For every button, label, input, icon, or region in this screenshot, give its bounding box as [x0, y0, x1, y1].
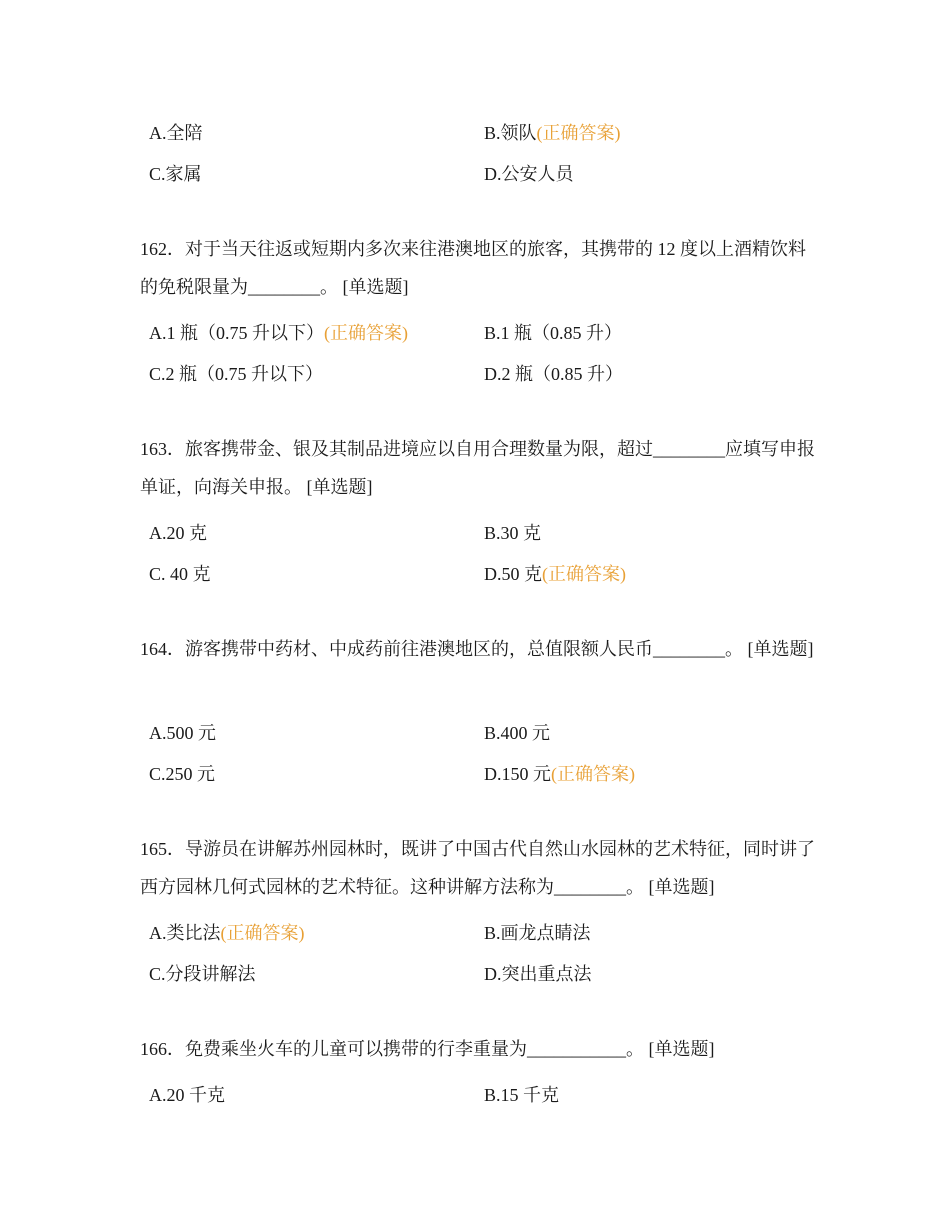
q161-option-c: C.家属: [149, 164, 202, 184]
q162-option-a: A.1 瓶（0.75 升以下）(正确答案): [149, 323, 408, 343]
q164-option-b: B.400 元: [484, 723, 551, 743]
q162-option-d: D.2 瓶（0.85 升）: [484, 364, 623, 384]
q164-option-a: A.500 元: [149, 723, 216, 743]
q162-option-b: B.1 瓶（0.85 升）: [484, 323, 623, 343]
q161-option-d: D.公安人员: [484, 164, 574, 184]
q165-option-d: D.突出重点法: [484, 964, 592, 984]
question-162: 162．对于当天往返或短期内多次来往港澳地区的旅客，其携带的 12 度以上酒精饮料的免税限量为________。 [单选题]: [140, 239, 806, 297]
q163-option-d: D.50 克(正确答案): [484, 564, 626, 584]
question-166: 166．免费乘坐火车的儿童可以携带的行李重量为___________。 [单选题]: [140, 1039, 715, 1059]
q165-option-a: A.类比法(正确答案): [149, 923, 305, 943]
correct-answer-tag: (正确答案): [551, 764, 635, 784]
q161-option-b: B.领队(正确答案): [484, 123, 621, 143]
q161-option-a: A.全陪: [149, 123, 203, 143]
q163-option-a: A.20 克: [149, 523, 207, 543]
question-163: 163．旅客携带金、银及其制品进境应以自用合理数量为限，超过________应填写申报单证，向海关申报。 [单选题]: [140, 439, 815, 497]
q165-option-c: C.分段讲解法: [149, 964, 256, 984]
question-164: 164．游客携带中药材、中成药前往港澳地区的，总值限额人民币________。 [单选题]: [140, 639, 814, 659]
q166-option-a: A.20 千克: [149, 1085, 225, 1105]
q164-option-d: D.150 元(正确答案): [484, 764, 635, 784]
q166-option-b: B.15 千克: [484, 1085, 560, 1105]
question-165: 165．导游员在讲解苏州园林时，既讲了中国古代自然山水园林的艺术特征，同时讲了西方园林几何式园林的艺术特征。这种讲解方法称为________。 [单选题]: [140, 839, 815, 897]
q162-option-c: C.2 瓶（0.75 升以下）: [149, 364, 324, 384]
correct-answer-tag: (正确答案): [220, 923, 305, 943]
q163-option-c: C. 40 克: [149, 564, 211, 584]
correct-answer-tag: (正确答案): [536, 123, 621, 143]
q165-option-b: B.画龙点睛法: [484, 923, 591, 943]
q164-option-c: C.250 元: [149, 764, 216, 784]
correct-answer-tag: (正确答案): [542, 564, 626, 584]
correct-answer-tag: (正确答案): [324, 323, 408, 343]
q163-option-b: B.30 克: [484, 523, 542, 543]
